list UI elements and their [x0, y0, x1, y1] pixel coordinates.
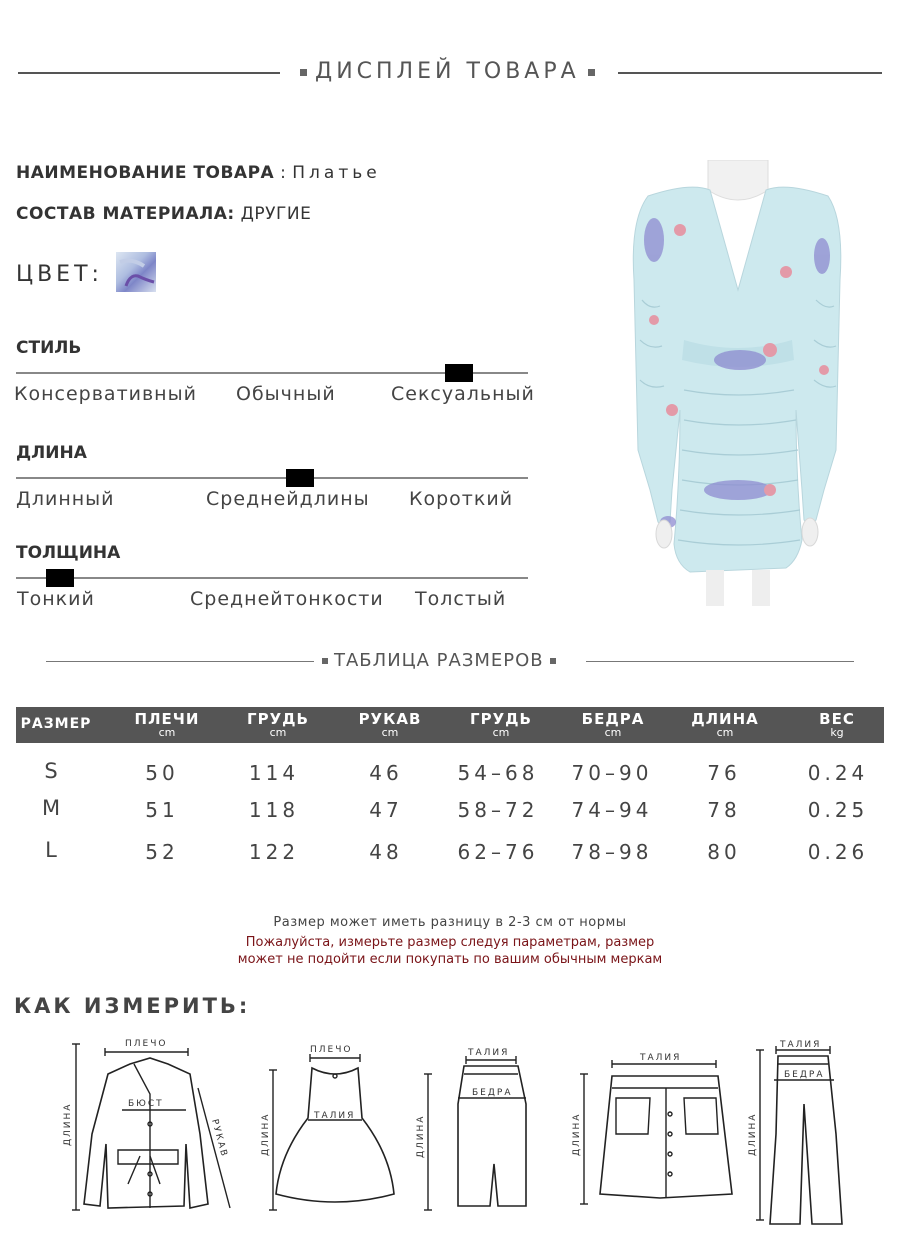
cell-size: L [45, 838, 57, 862]
shorts-diagram [580, 1060, 732, 1204]
dress-waist-label: ТАЛИЯ [314, 1111, 356, 1121]
cell-size: S [44, 759, 58, 783]
product-image [590, 160, 886, 606]
product-name-value: Платье [292, 163, 381, 183]
col-header-chest [222, 707, 334, 739]
skirt-waist-label: ТАЛИЯ [468, 1048, 510, 1058]
measure-warning-note [0, 934, 900, 968]
cell-sleeve: 47 [369, 798, 403, 822]
col-name: РУКАВ [358, 710, 422, 728]
cell-shoulder: 51 [145, 798, 179, 822]
skirt-hips-label: БЕДРА [472, 1088, 513, 1098]
color-row [16, 262, 103, 287]
dress-length-label: ДЛИНА [261, 1112, 271, 1156]
thickness-label-medium: Среднейтонкости [190, 588, 384, 610]
thickness-scale-title: ТОЛЩИНА [16, 543, 121, 563]
length-scale-title: ДЛИНА [16, 443, 87, 463]
trousers-length-label: ДЛИНА [748, 1112, 758, 1156]
style-label-regular: Обычный [236, 383, 336, 405]
length-scale-line [16, 477, 528, 479]
thickness-label-thick: Толстый [415, 588, 507, 610]
length-label-long: Длинный [16, 488, 115, 510]
col-unit: cm [716, 726, 734, 739]
col-header-size [16, 707, 96, 732]
cell-chest-2: 58–72 [457, 798, 539, 822]
col-name: БЕДРА [581, 710, 645, 728]
swatch-pattern-icon [116, 252, 156, 292]
col-name: ГРУДЬ [247, 710, 309, 728]
thickness-scale-line [16, 577, 528, 579]
trousers-hips-label: БЕДРА [784, 1070, 825, 1080]
col-header-length [669, 707, 781, 739]
col-unit: cm [158, 726, 176, 739]
page-title [292, 59, 603, 84]
cell-hips: 70–90 [571, 761, 653, 785]
warning-line-2: может не подойти если покупать по вашим обычным меркам [237, 952, 663, 967]
col-name: ПЛЕЧИ [134, 710, 200, 728]
square-bullet-icon [588, 69, 595, 76]
table-header-line-right [586, 661, 854, 662]
square-bullet-icon [300, 69, 307, 76]
length-label-medium: Среднейдлины [206, 488, 370, 510]
table-header-line-left [46, 661, 314, 662]
size-table-header [16, 707, 884, 743]
col-unit: cm [381, 726, 399, 739]
jacket-length-label: ДЛИНА [63, 1102, 73, 1146]
cell-chest: 118 [248, 798, 300, 822]
cell-chest: 114 [248, 761, 300, 785]
col-name: ВЕС [819, 710, 855, 728]
square-bullet-icon [550, 658, 556, 664]
length-scale-marker [286, 469, 314, 487]
cell-size: M [41, 796, 61, 820]
col-header-shoulder [111, 707, 223, 739]
col-header-chest-2 [445, 707, 557, 739]
how-to-measure-title: КАК ИЗМЕРИТЬ: [14, 994, 251, 1018]
cell-chest: 122 [248, 840, 300, 864]
warning-line-1: Пожалуйста, измерьте размер следуя параметрам, размер [245, 935, 655, 950]
color-label: ЦВЕТ: [16, 262, 103, 287]
cell-length: 78 [707, 798, 741, 822]
cell-hips: 78–98 [571, 840, 653, 864]
length-label-short: Короткий [409, 488, 514, 510]
size-table-title-text: ТАБЛИЦА РАЗМЕРОВ [334, 650, 544, 671]
cell-weight: 0.26 [807, 840, 869, 864]
style-label-conservative: Консервативный [14, 383, 197, 405]
col-name: ДЛИНА [691, 710, 759, 728]
page-title-text: ДИСПЛЕЙ ТОВАРА [315, 59, 580, 84]
size-table-title [322, 650, 556, 671]
product-name-row: НАИМЕНОВАНИЕ ТОВАРА : Платье [16, 163, 381, 183]
material-row [16, 204, 311, 224]
col-header-hips [557, 707, 669, 739]
style-scale-title: СТИЛЬ [16, 338, 82, 358]
square-bullet-icon [322, 658, 328, 664]
header-line-left [18, 72, 280, 74]
cell-weight: 0.25 [807, 798, 869, 822]
product-name-label: НАИМЕНОВАНИЕ ТОВАРА [16, 163, 275, 183]
style-label-sexy: Сексуальный [391, 383, 535, 405]
trousers-waist-label: ТАЛИЯ [780, 1040, 822, 1050]
header-line-right [618, 72, 882, 74]
cell-sleeve: 48 [369, 840, 403, 864]
jacket-diagram [72, 1044, 230, 1210]
color-swatch[interactable] [116, 252, 156, 292]
size-difference-note: Размер может иметь разницу в 2-3 см от нормы [273, 915, 627, 930]
cell-length: 76 [707, 761, 741, 785]
cell-shoulder: 52 [145, 840, 179, 864]
shorts-length-label: ДЛИНА [572, 1112, 582, 1156]
cell-hips: 74–94 [571, 798, 653, 822]
col-name: РАЗМЕР [20, 716, 92, 732]
dress-shoulder-label: ПЛЕЧО [310, 1045, 353, 1055]
col-unit: cm [492, 726, 510, 739]
pencil-skirt-diagram [424, 1056, 526, 1210]
col-unit: cm [604, 726, 622, 739]
material-label: СОСТАВ МАТЕРИАЛА: [16, 204, 235, 224]
cell-weight: 0.24 [807, 761, 869, 785]
cell-chest-2: 54–68 [457, 761, 539, 785]
col-name: ГРУДЬ [470, 710, 532, 728]
shorts-waist-label: ТАЛИЯ [640, 1053, 682, 1063]
col-unit: cm [269, 726, 287, 739]
thickness-label-thin: Тонкий [17, 588, 95, 610]
col-unit: kg [830, 726, 844, 739]
dress-illustration [590, 160, 886, 606]
cell-length: 80 [707, 840, 741, 864]
jacket-bust-label: БЮСТ [128, 1099, 164, 1109]
skirt-length-label: ДЛИНА [416, 1114, 426, 1158]
cell-shoulder: 50 [145, 761, 179, 785]
material-value: ДРУГИЕ [240, 204, 312, 224]
cell-sleeve: 46 [369, 761, 403, 785]
jacket-shoulder-label: ПЛЕЧО [125, 1039, 168, 1049]
thickness-scale-marker [46, 569, 74, 587]
dress-diagram [269, 1054, 394, 1210]
col-header-sleeve [334, 707, 446, 739]
style-scale-marker [445, 364, 473, 382]
col-header-weight [781, 707, 893, 739]
measurement-diagrams [0, 1034, 900, 1234]
cell-chest-2: 62–76 [457, 840, 539, 864]
jacket-sleeve-label: РУКАВ [209, 1118, 230, 1160]
